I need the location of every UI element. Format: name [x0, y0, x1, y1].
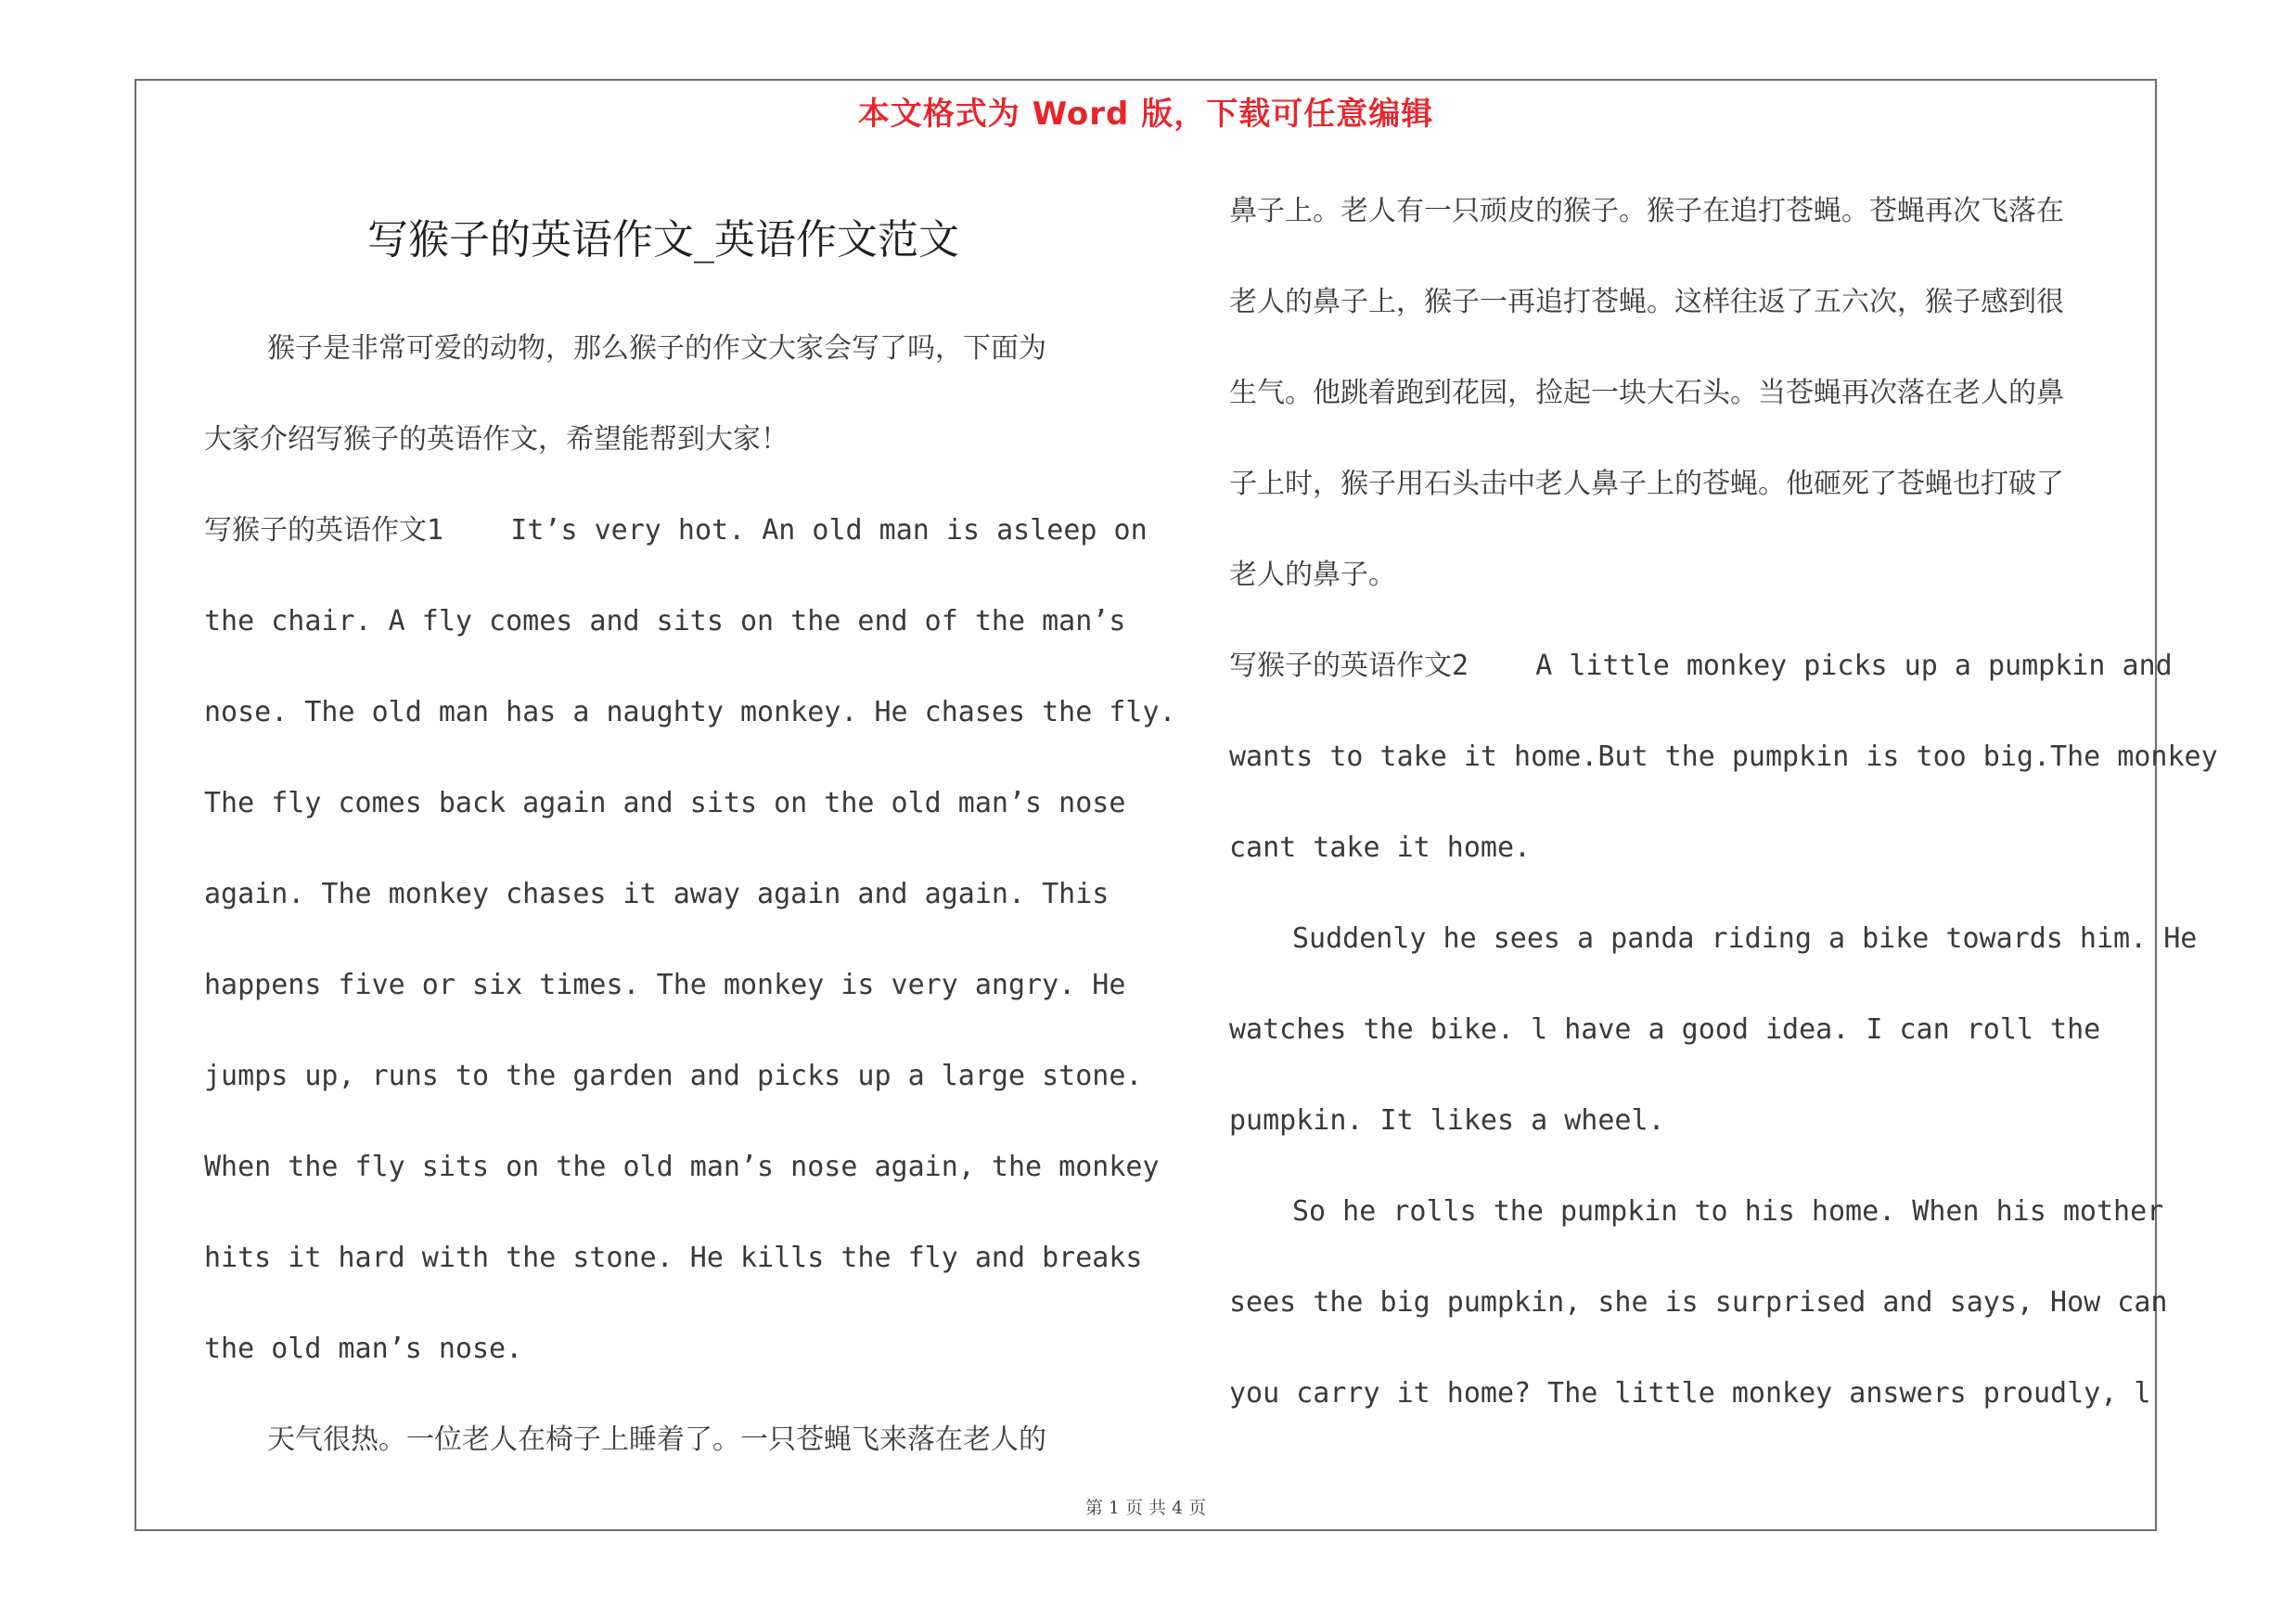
page-number-footer: 第 1 页 共 4 页	[1084, 1498, 1207, 1518]
left-line-2: 大家介绍写猴子的英语作文，希望能帮到大家！	[204, 423, 789, 456]
left-line-5: nose. The old man has a naughty monkey. He chases the fly.	[204, 696, 1176, 728]
left-line-1: 猴子是非常可爱的动物，那么猴子的作文大家会写了吗，下面为	[267, 332, 1046, 365]
right-line-4: 子上时，猴子用石头击中老人鼻子上的苍蝇。他砸死了苍蝇也打破了	[1229, 468, 2064, 500]
left-line-4: the chair. A fly comes and sits on the end of the man’s	[204, 605, 1126, 638]
right-line-12: So he rolls the pumpkin to his home. When his mother	[1292, 1195, 2164, 1228]
right-line-7: wants to take it home.But the pumpkin is too big.The monkey	[1229, 741, 2218, 773]
right-line-8: cant take it home.	[1229, 831, 1532, 864]
left-line-6: The fly comes back again and sits on the old man’s nose	[204, 787, 1126, 819]
left-line-12: the old man’s nose.	[204, 1333, 523, 1365]
left-line-11: hits it hard with the stone. He kills the fly and breaks	[204, 1242, 1143, 1274]
left-line-9: jumps up, runs to the garden and picks up a large stone.	[204, 1060, 1143, 1092]
right-line-10: watches the bike. l have a good idea. I can roll the	[1229, 1013, 2101, 1046]
document-title: 写猴子的英语作文_英语作文范文	[367, 216, 959, 264]
right-line-6: 写猴子的英语作文2 A little monkey picks up a pumpkin and	[1229, 650, 2173, 682]
format-notice-header: 本文格式为 Word 版，下载可任意编辑	[857, 96, 1434, 133]
left-line-13: 天气很热。一位老人在椅子上睡着了。一只苍蝇飞来落在老人的	[267, 1423, 1046, 1456]
left-line-10: When the fly sits on the old man’s nose again, the monkey	[204, 1151, 1160, 1183]
right-line-5: 老人的鼻子。	[1229, 559, 1396, 591]
right-line-11: pumpkin. It likes a wheel.	[1229, 1104, 1665, 1137]
right-line-1: 鼻子上。老人有一只顽皮的猴子。猴子在追打苍蝇。苍蝇再次飞落在	[1229, 195, 2064, 227]
left-line-8: happens five or six times. The monkey is very angry. He	[204, 969, 1126, 1001]
right-line-14: you carry it home? The little monkey answers proudly, l	[1229, 1377, 2151, 1410]
right-line-3: 生气。他跳着跑到花园，捡起一块大石头。当苍蝇再次落在老人的鼻	[1229, 377, 2064, 409]
right-line-13: sees the big pumpkin, she is surprised and says, How can	[1229, 1286, 2168, 1319]
right-line-9: Suddenly he sees a panda riding a bike towards him. He	[1292, 922, 2198, 955]
left-line-7: again. The monkey chases it away again and again. This	[204, 878, 1110, 910]
left-line-3: 写猴子的英语作文1 It’s very hot. An old man is asleep on	[204, 514, 1148, 547]
right-line-2: 老人的鼻子上，猴子一再追打苍蝇。这样往返了五六次，猴子感到很	[1229, 286, 2064, 318]
